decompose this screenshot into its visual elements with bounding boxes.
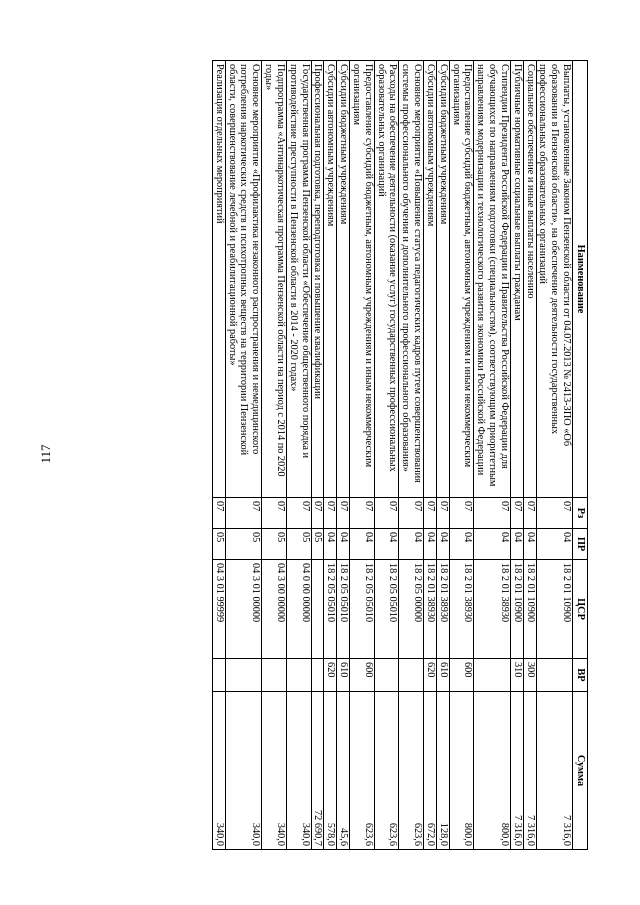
cell-vr (212, 659, 225, 692)
cell-pr: 04 (436, 529, 449, 560)
table-row (212, 61, 225, 850)
budget-table (212, 60, 588, 850)
cell-csr: 04 3 00 00000 (262, 560, 287, 659)
cell-pr: 04 (324, 529, 337, 560)
table-row (510, 61, 523, 850)
cell-name: Социальное обеспечение и иные выплаты населению (523, 61, 536, 498)
cell-name: Субсидии бюджетным учреждениям (337, 61, 350, 498)
cell-sum: 340,0 (286, 692, 311, 850)
cell-sum: 340,0 (225, 692, 261, 850)
cell-csr: 18 2 01 38930 (474, 560, 510, 659)
cell-sum: 623,6 (350, 692, 375, 850)
cell-sum: 7 316,0 (510, 692, 523, 850)
cell-vr: 310 (510, 659, 523, 692)
table-row (311, 61, 324, 850)
cell-csr: 18 2 05 05010 (350, 560, 375, 659)
cell-vr (225, 659, 261, 692)
cell-csr: 18 2 05 05010 (324, 560, 337, 659)
cell-sum: 340,0 (212, 692, 225, 850)
cell-csr: 18 2 01 38930 (424, 560, 437, 659)
cell-sum: 7 316,0 (536, 692, 572, 850)
cell-rz: 07 (262, 498, 287, 529)
cell-pr: 05 (262, 529, 287, 560)
cell-sum: 623,6 (399, 692, 424, 850)
table-header-row (573, 61, 588, 850)
cell-csr: 04 3 01 99999 (212, 560, 225, 659)
cell-name: Выплаты, установленные Законом Пензенской области от 04.07.2013 № 2413-ЗПО «Об образовании в Пензенской области», на обеспечение деятельности государственных профессиональных образовательных организаций (536, 61, 572, 498)
cell-pr: 04 (536, 529, 572, 560)
cell-pr: 04 (337, 529, 350, 560)
cell-vr: 600 (350, 659, 375, 692)
cell-pr: 04 (449, 529, 474, 560)
page-number: 117 (38, 444, 53, 464)
cell-name: Профессиональная подготовка, переподготовка и повышение квалификации (311, 61, 324, 498)
header-sum: Сумма (573, 692, 588, 850)
cell-rz: 07 (225, 498, 261, 529)
table-row (436, 61, 449, 850)
cell-vr: 620 (324, 659, 337, 692)
cell-rz: 07 (324, 498, 337, 529)
table-row (350, 61, 375, 850)
cell-rz: 07 (311, 498, 324, 529)
cell-name: Стипендии Президента Российской Федерации и Правительства Российской Федерации для обучающихся по направлениям подготовки (специальностям), соответствующим приоритетным направлениям модернизации и технологического развития экономики Российской Федерации (474, 61, 510, 498)
cell-csr: 18 2 01 10900 (536, 560, 572, 659)
table-row (424, 61, 437, 850)
budget-table-container (83, 60, 588, 850)
table-row (262, 61, 287, 850)
cell-csr: 18 2 05 00000 (399, 560, 424, 659)
cell-vr: 600 (449, 659, 474, 692)
cell-vr (374, 659, 399, 692)
cell-pr: 04 (350, 529, 375, 560)
header-pr: ПР (573, 529, 588, 560)
cell-rz: 07 (286, 498, 311, 529)
cell-vr: 610 (436, 659, 449, 692)
table-row (225, 61, 261, 850)
cell-sum: 72 690,7 (311, 692, 324, 850)
cell-name: Публичные нормативные социальные выплаты гражданам (510, 61, 523, 498)
header-csr: ЦСР (573, 560, 588, 659)
cell-rz: 07 (436, 498, 449, 529)
cell-pr: 04 (510, 529, 523, 560)
cell-vr (286, 659, 311, 692)
cell-sum: 340,0 (262, 692, 287, 850)
cell-csr: 18 2 01 10900 (510, 560, 523, 659)
cell-pr: 04 (374, 529, 399, 560)
cell-name: Субсидии автономным учреждениям (424, 61, 437, 498)
cell-vr (399, 659, 424, 692)
cell-sum: 800,0 (449, 692, 474, 850)
cell-rz: 07 (474, 498, 510, 529)
cell-sum: 128,0 (436, 692, 449, 850)
cell-name: Подпрограмма «Антинаркотическая программа Пензенской области на период с 2014 по 2020 годы» (262, 61, 287, 498)
table-body (212, 61, 572, 850)
table-row (449, 61, 474, 850)
cell-sum: 623,6 (374, 692, 399, 850)
cell-pr: 04 (523, 529, 536, 560)
cell-name: Расходы на обеспечение деятельности (оказание услуг) государственных профессиональных образовательных организаций (374, 61, 399, 498)
cell-csr: 18 2 05 05010 (337, 560, 350, 659)
cell-rz: 07 (212, 498, 225, 529)
cell-vr (311, 659, 324, 692)
cell-pr: 04 (399, 529, 424, 560)
table-row (474, 61, 510, 850)
cell-name: Основное мероприятие «Повышение статуса педагогических кадров путем совершенствования системы профессионального обучения и дополнительного профессионального образования» (399, 61, 424, 498)
cell-vr (474, 659, 510, 692)
cell-name: Государственная программа Пензенской области «Обеспечение общественного порядка и противодействие преступности в Пензенской области в 2014 - 2020 годах» (286, 61, 311, 498)
cell-rz: 07 (374, 498, 399, 529)
cell-csr: 18 2 01 38930 (449, 560, 474, 659)
table-row (337, 61, 350, 850)
cell-rz: 07 (536, 498, 572, 529)
cell-csr (311, 560, 324, 659)
cell-sum: 672,0 (424, 692, 437, 850)
cell-vr: 620 (424, 659, 437, 692)
cell-pr: 04 (474, 529, 510, 560)
cell-name: Предоставление субсидий бюджетным, автономным учреждениям и иным некоммерческим организациям (350, 61, 375, 498)
cell-vr: 300 (523, 659, 536, 692)
cell-name: Реализация отдельных мероприятий (212, 61, 225, 498)
table-row (324, 61, 337, 850)
table-row (523, 61, 536, 850)
cell-csr: 18 2 05 05010 (374, 560, 399, 659)
cell-rz: 07 (337, 498, 350, 529)
cell-sum: 7 316,0 (523, 692, 536, 850)
cell-pr: 05 (311, 529, 324, 560)
cell-rz: 07 (350, 498, 375, 529)
cell-sum: 578,0 (324, 692, 337, 850)
cell-name: Основное мероприятие «Профилактика незаконного распространения и немедицинского потребления наркотических средств и психотропных веществ на территории Пензенской области, совершенствование лечебной и реабилитационной работы» (225, 61, 261, 498)
cell-name: Предоставление субсидий бюджетным, автономным учреждениям и иным некоммерческим организациям (449, 61, 474, 498)
cell-name: Субсидии автономным учреждениям (324, 61, 337, 498)
cell-pr: 05 (225, 529, 261, 560)
cell-rz: 07 (449, 498, 474, 529)
cell-vr: 610 (337, 659, 350, 692)
header-rz: Рз (573, 498, 588, 529)
table-row (374, 61, 399, 850)
cell-csr: 04 3 01 00000 (225, 560, 261, 659)
cell-rz: 07 (424, 498, 437, 529)
cell-rz: 07 (399, 498, 424, 529)
cell-rz: 07 (510, 498, 523, 529)
header-vr: ВР (573, 659, 588, 692)
cell-rz: 07 (523, 498, 536, 529)
cell-sum: 45,6 (337, 692, 350, 850)
table-row (536, 61, 572, 850)
cell-csr: 04 0 00 00000 (286, 560, 311, 659)
cell-csr: 18 2 01 38930 (436, 560, 449, 659)
cell-vr (536, 659, 572, 692)
header-name: Наименование (573, 61, 588, 498)
table-row (286, 61, 311, 850)
table-row (399, 61, 424, 850)
cell-pr: 05 (286, 529, 311, 560)
cell-sum: 800,0 (474, 692, 510, 850)
cell-csr: 18 2 01 10900 (523, 560, 536, 659)
cell-pr: 04 (424, 529, 437, 560)
cell-vr (262, 659, 287, 692)
cell-pr: 05 (212, 529, 225, 560)
cell-name: Субсидии бюджетным учреждениям (436, 61, 449, 498)
